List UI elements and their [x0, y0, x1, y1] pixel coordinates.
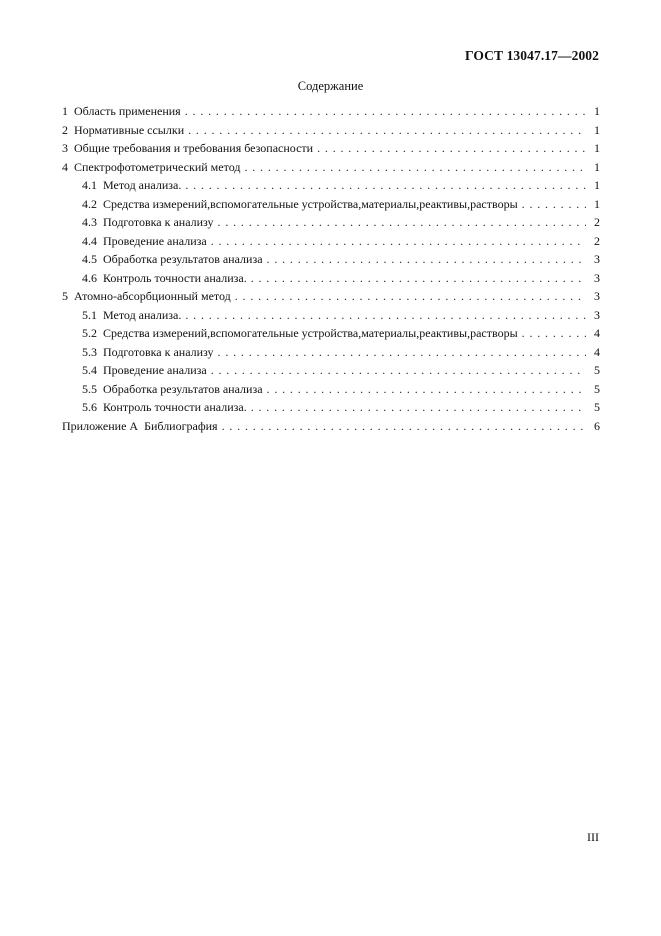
- toc-entry[interactable]: [62, 250, 600, 269]
- toc-entry-number: 4.3: [82, 215, 97, 229]
- toc-entry[interactable]: [62, 287, 600, 306]
- document-code: ГОСТ 13047.17—2002: [465, 48, 599, 63]
- toc-entry-title: Средства измерений,вспомогательные устройства,материалы,реактивы,растворы: [103, 326, 518, 340]
- toc-entry-page: 4: [594, 326, 600, 340]
- toc-leader-dots: [185, 306, 586, 324]
- toc-entry-number: 1: [62, 104, 68, 118]
- toc-entry-title: Проведение анализа: [103, 363, 207, 377]
- toc-entry-number: 2: [62, 122, 68, 137]
- toc-leader-dots: [185, 176, 586, 194]
- toc-entry[interactable]: [62, 398, 600, 417]
- toc-entry-page: 1: [594, 141, 600, 155]
- toc-entry[interactable]: [62, 324, 600, 343]
- toc-entry[interactable]: [62, 158, 600, 177]
- toc-entry-title: Подготовка к анализу: [103, 344, 214, 359]
- toc-leader-dots: [251, 269, 586, 287]
- toc-entry-title: Общие требования и требования безопасности: [74, 141, 314, 155]
- toc-entry-title: Обработка результатов анализа: [103, 252, 263, 266]
- toc-leader-dots: [522, 324, 586, 342]
- page-number: III: [587, 830, 599, 844]
- toc-leader-dots: [188, 121, 586, 139]
- toc-entry-title: Метод анализа.: [103, 307, 182, 322]
- toc-entry[interactable]: [62, 269, 600, 288]
- toc-entry-number: 4.1: [82, 178, 97, 192]
- toc-entry-page: 3: [594, 270, 600, 285]
- toc-entry[interactable]: [62, 176, 600, 195]
- toc-leader-dots: [522, 195, 586, 213]
- toc-entry-number: 5.6: [82, 400, 97, 414]
- toc-leader-dots: [211, 232, 586, 250]
- toc-entry-page: 5: [594, 400, 600, 414]
- toc-entry-title: Обработка результатов анализа: [103, 381, 263, 396]
- toc-leader-dots: [185, 102, 586, 120]
- toc-leader-dots: [244, 158, 586, 176]
- toc-leader-dots: [218, 343, 586, 361]
- toc-entry-title: Метод анализа.: [103, 178, 182, 192]
- toc-entry-title: Проведение анализа: [103, 233, 207, 248]
- toc-entry-page: 6: [594, 418, 600, 433]
- toc-entry-title: Библиография: [144, 418, 218, 433]
- toc-entry-title: Подготовка к анализу: [103, 215, 214, 229]
- toc-entry-number: 4.6: [82, 270, 97, 285]
- toc-entry-page: 2: [594, 215, 600, 229]
- toc-entry-title: Спектрофотометрический метод: [74, 159, 241, 174]
- toc-entry-title: Контроль точности анализа.: [103, 400, 247, 414]
- toc-entry-number: 5.1: [82, 307, 97, 322]
- toc-leader-dots: [235, 287, 586, 305]
- toc-entry-number: 5.3: [82, 344, 97, 359]
- toc-entry[interactable]: [62, 121, 600, 140]
- toc-entry[interactable]: [62, 195, 600, 214]
- toc-entry-number: 5: [62, 289, 68, 303]
- toc-entry[interactable]: [62, 232, 600, 251]
- toc-entry-number: 3: [62, 141, 68, 155]
- toc-entry-number: 5.4: [82, 363, 97, 377]
- toc-entry[interactable]: [62, 361, 600, 380]
- toc-entry-title: Атомно-абсорбционный метод: [74, 289, 231, 303]
- toc-entry[interactable]: [62, 213, 600, 232]
- toc-entry-page: 1: [594, 196, 600, 211]
- toc-entry-page: 5: [594, 381, 600, 396]
- toc-leader-dots: [267, 380, 586, 398]
- toc-entry-title: Средства измерений,вспомогательные устройства,материалы,реактивы,растворы: [103, 196, 518, 211]
- toc-entry[interactable]: [62, 306, 600, 325]
- toc-entry-title: Область применения: [74, 104, 181, 118]
- toc-entry[interactable]: [62, 417, 600, 436]
- toc-entry[interactable]: [62, 380, 600, 399]
- toc-entry-number: 4: [62, 159, 68, 174]
- toc-entry-page: 1: [594, 104, 600, 118]
- toc-entry-number: 4.2: [82, 196, 97, 211]
- toc-entry-page: 3: [594, 307, 600, 322]
- table-of-contents: [62, 102, 600, 435]
- toc-entry-title: Контроль точности анализа.: [103, 270, 247, 285]
- toc-leader-dots: [218, 213, 586, 231]
- toc-entry-number: 4.5: [82, 252, 97, 266]
- toc-leader-dots: [222, 417, 586, 435]
- toc-entry[interactable]: [62, 343, 600, 362]
- toc-entry-page: 4: [594, 344, 600, 359]
- toc-entry-page: 3: [594, 289, 600, 303]
- toc-entry-number: 5.5: [82, 381, 97, 396]
- toc-leader-dots: [267, 250, 586, 268]
- toc-entry-number: 4.4: [82, 233, 97, 248]
- toc-entry-page: 1: [594, 159, 600, 174]
- toc-entry-page: 1: [594, 122, 600, 137]
- toc-entry-page: 2: [594, 233, 600, 248]
- toc-leader-dots: [211, 361, 586, 379]
- toc-entry-page: 5: [594, 363, 600, 377]
- toc-entry-page: 3: [594, 252, 600, 266]
- toc-entry-number: Приложение А: [62, 418, 139, 433]
- toc-title: Содержание: [297, 79, 364, 93]
- toc-entry[interactable]: [62, 102, 600, 121]
- toc-leader-dots: [317, 139, 586, 157]
- toc-entry-page: 1: [594, 178, 600, 192]
- toc-leader-dots: [251, 398, 586, 416]
- toc-entry-title: Нормативные ссылки: [74, 122, 185, 137]
- toc-entry[interactable]: [62, 139, 600, 158]
- toc-entry-number: 5.2: [82, 326, 97, 340]
